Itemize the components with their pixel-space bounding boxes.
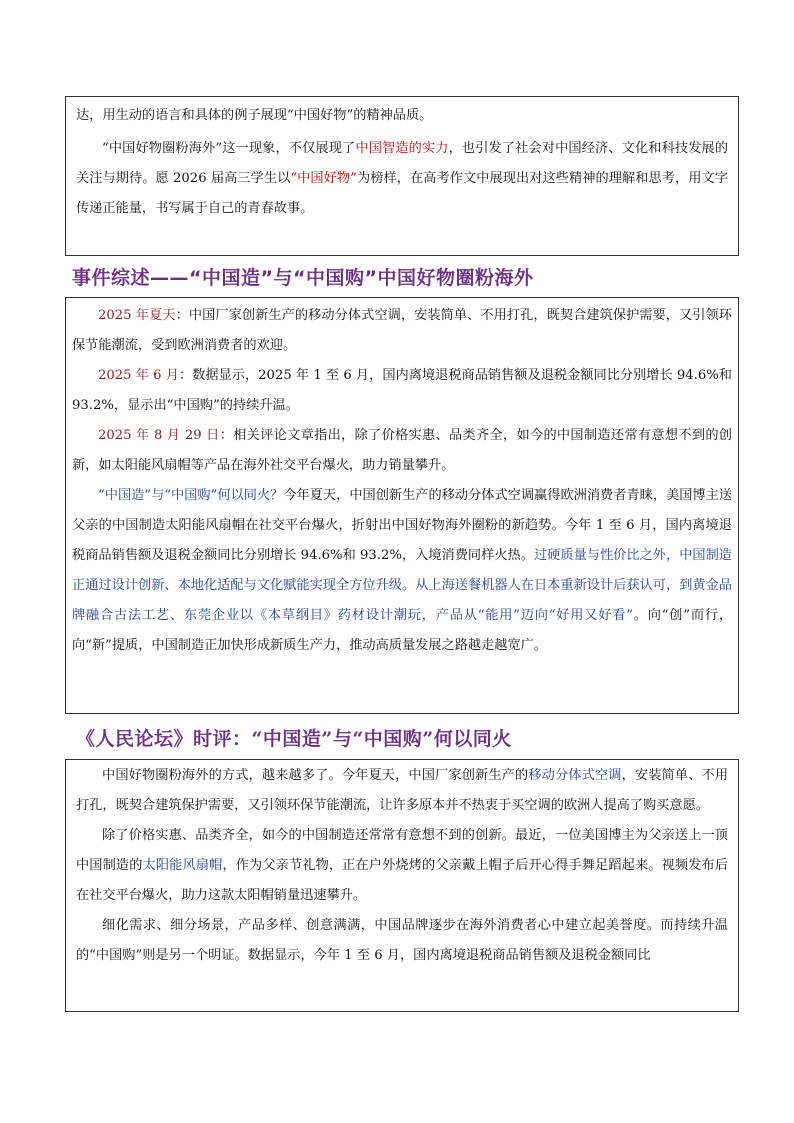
commentary-paragraph-1 bbox=[76, 761, 728, 821]
event-item-1 bbox=[72, 301, 732, 361]
intro-text-e: 为榜样，在高考作文中展现出对这些精神的理解和思考，用文字传递正能量，书写属于自己的青春故事。 bbox=[76, 171, 728, 216]
event-item-2 bbox=[72, 361, 732, 421]
commentary-paragraph-2 bbox=[76, 821, 728, 911]
section-heading-event-overview: 事件综述——“中国造”与“中国购”中国好物圈粉海外 bbox=[72, 267, 534, 289]
commentary-p1-c: ，安装简单、不用打孔，既契合建筑保护需要，又引领环保节能潮流，让许多原本并不热衷于买空调的欧洲人提高了购买意愿。 bbox=[76, 768, 729, 813]
event-text-2: ：数据显示，2025 年 1 至 6 月，国内离境退税商品销售额及退税金额同比分别增长 94.6%和 93.2%，显示出“中国购”的持续升温。 bbox=[72, 368, 732, 413]
commentary-box bbox=[65, 759, 739, 1012]
intro-text-c: ，也引发了社会对中国经济、文化和科技发展的关注与期待。愿 2026 届高三学生以 bbox=[76, 141, 729, 186]
summary-question: “中国造”与“中国购”何以同火？ bbox=[98, 488, 284, 503]
intro-paragraph-1: 达，用生动的语言和具体的例子展现“中国好物”的精神品质。 bbox=[76, 108, 433, 123]
commentary-paragraph-3: 细化需求、细分场景，产品多样、创意满满，中国品牌逐步在海外消费者心中建立起美誉度。而持续升温的“中国购”则是另一个明证。数据显示，今年 1 至 6 月，国内离境退税商品销售额及退税金额同比 bbox=[76, 918, 728, 963]
event-summary bbox=[72, 481, 732, 661]
event-overview-box bbox=[65, 297, 739, 714]
intro-paragraph-2 bbox=[76, 134, 728, 224]
intro-highlight-china-goods: “中国好物” bbox=[290, 171, 357, 186]
intro-text-a: “中国好物圈粉海外”这一现象，不仅展现了 bbox=[102, 141, 356, 156]
commentary-highlight-air-conditioner: 移动分体式空调 bbox=[528, 768, 622, 783]
summary-text-b: 今年夏天，中国创新生产的移动分体式空调赢得欧洲消费者青睐，美国博主送父亲的中国制造太阳能风扇帽在社交平台爆火，折射出中国好物海外圈粉的新趋势。今年 1 至 6 月，国内离境退税商品销售额及退税金额同比分别增长 94.6%和 93.2%，入境消费同样火热。 bbox=[72, 488, 733, 563]
commentary-p2-c: ，作为父亲节礼物，正在户外烧烤的父亲戴上帽子后开心得手舞足蹈起来。视频发布后在社交平台爆火，助力这款太阳帽销量迅速攀升。 bbox=[76, 858, 729, 903]
commentary-p2-a: 除了价格实惠、品类齐全，如今的中国制造还常常有意想不到的创新。最近，一位美国博主为父亲送上一顶中国制造的 bbox=[76, 828, 728, 873]
event-date-1: 2025 年夏天 bbox=[98, 308, 176, 323]
event-item-3 bbox=[72, 421, 732, 481]
summary-text-d: 。向“创”而行，向“新”提质，中国制造正加快形成新质生产力，推动高质量发展之路越走越宽广。 bbox=[72, 608, 733, 653]
event-date-2: 2025 年 6 月 bbox=[98, 368, 179, 383]
intro-highlight-smart-manufacturing: 中国智造的实力 bbox=[355, 141, 449, 156]
summary-highlight-upgrade: 过硬质量与性价比之外，中国制造正通过设计创新、本地化适配与文化赋能实现全方位升级。从上海送餐机器人在日本重新设计后获认可，到黄金品牌融合古法工艺、东莞企业以《本草纲目》药材设计潮玩，产品从“能用”迈向“好用又好看” bbox=[72, 548, 732, 623]
event-text-1: ：中国厂家创新生产的移动分体式空调，安装简单、不用打孔，既契合建筑保护需要，又引领环保节能潮流，受到欧洲消费者的欢迎。 bbox=[72, 308, 732, 353]
intro-box bbox=[65, 96, 739, 256]
section-heading-commentary: 《人民论坛》时评：“中国造”与“中国购”何以同火 bbox=[76, 728, 512, 750]
event-date-3: 2025 年 8 月 29 日 bbox=[98, 428, 220, 443]
commentary-highlight-solar-fan-hat: 太阳能风扇帽 bbox=[142, 858, 223, 873]
commentary-p1-a: 中国好物圈粉海外的方式，越来越多了。今年夏天，中国厂家创新生产的 bbox=[102, 768, 529, 783]
event-text-3: ：相关评论文章指出，除了价格实惠、品类齐全，如今的中国制造还常有意想不到的创新，如太阳能风扇帽等产品在海外社交平台爆火，助力销量攀升。 bbox=[72, 428, 732, 473]
